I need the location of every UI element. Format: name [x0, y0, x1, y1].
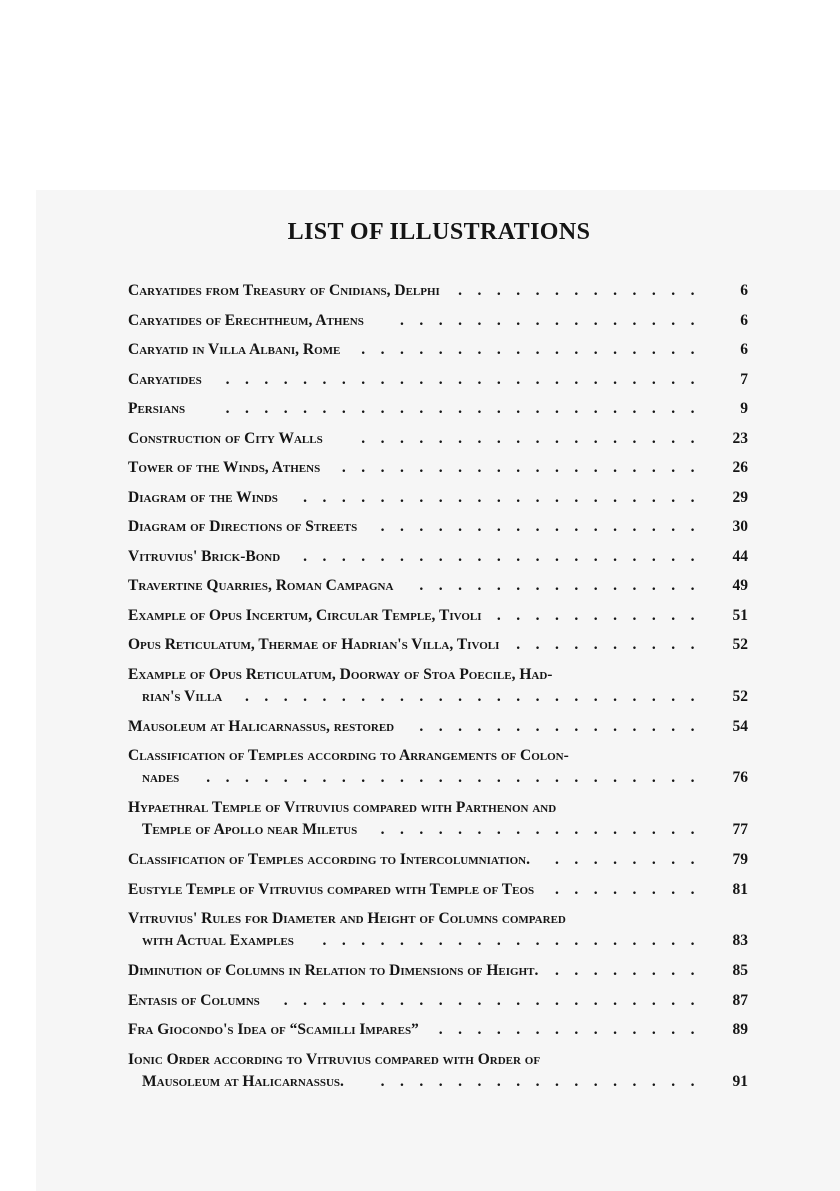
leader-dots: ..............	[438, 1021, 710, 1038]
list-item	[128, 339, 748, 361]
leader-dots: ........	[555, 962, 710, 979]
leader-dots: ..................	[361, 429, 710, 447]
page-number: 89	[732, 1021, 748, 1038]
list-item	[128, 546, 748, 568]
leader-dots: ......................	[283, 991, 710, 1009]
entry-title: Construction of City Walls	[128, 429, 323, 447]
list-item	[128, 487, 748, 509]
list-item	[128, 398, 748, 420]
list-item	[128, 428, 748, 450]
page-number: 54	[732, 717, 748, 735]
entry-title-continued: nades	[142, 769, 180, 786]
leader-dots: ....................	[322, 932, 710, 949]
leader-dots: .....................	[303, 488, 710, 506]
list-item	[128, 908, 748, 952]
page-number: 87	[732, 991, 748, 1009]
list-item	[128, 1049, 748, 1093]
entry-title: Ionic Order according to Vitruvius compared with Order of	[128, 1050, 541, 1068]
list-item	[128, 310, 748, 332]
entry-title: Caryatides from Treasury of Cnidians, Delphi	[128, 282, 440, 299]
leader-dots: .........................	[225, 370, 710, 388]
leader-dots: .....................	[303, 547, 710, 565]
leader-dots: ..........................	[206, 769, 710, 786]
leader-dots: ................	[400, 311, 710, 329]
leader-dots: ..........	[516, 636, 710, 653]
entry-title: Classification of Temples according to Arrangements of Colon-	[128, 747, 569, 764]
list-item	[128, 664, 748, 708]
list-item	[128, 575, 748, 597]
page-number: 85	[732, 962, 748, 979]
leader-dots: ...............	[419, 717, 710, 735]
entry-title: Caryatid in Villa Albani, Rome	[128, 341, 341, 358]
entry-title: Diminution of Columns in Relation to Dimensions of Height.	[128, 962, 539, 979]
entry-title: Entasis of Columns	[128, 991, 260, 1009]
leader-dots: .................	[380, 518, 710, 535]
list-item	[128, 280, 748, 302]
page-number: 79	[732, 851, 748, 868]
entry-title-continued: Mausoleum at Halicarnassus.	[142, 1072, 344, 1090]
leader-dots: ........................	[245, 687, 710, 705]
entry-title: Travertine Quarries, Roman Campagna	[128, 577, 394, 594]
entry-title: Hypaethral Temple of Vitruvius compared with Parthenon and	[128, 799, 557, 816]
entry-title: Diagram of Directions of Streets	[128, 518, 358, 535]
page-number: 76	[732, 769, 748, 786]
page-number: 29	[732, 488, 748, 506]
entry-title-continued: with Actual Examples	[142, 932, 294, 949]
leader-dots: ........	[555, 851, 710, 868]
list-item	[128, 797, 748, 841]
page-number: 30	[732, 518, 748, 535]
entry-title-continued: rian's Villa	[142, 687, 223, 705]
entry-title: Example of Opus Reticulatum, Doorway of Stoa Poecile, Had-	[128, 665, 553, 683]
leader-dots: ...............	[419, 577, 710, 594]
page-number: 9	[740, 400, 748, 417]
page-number: 6	[740, 282, 748, 299]
page-number: 52	[732, 636, 748, 653]
page-title: LIST OF ILLUSTRATIONS	[287, 219, 591, 245]
leader-dots: ...........	[496, 606, 710, 624]
list-item	[128, 745, 748, 789]
entry-title: Diagram of the Winds	[128, 488, 278, 506]
entry-title: Mausoleum at Halicarnassus, restored	[128, 717, 395, 735]
entry-title: Persians	[128, 400, 186, 417]
entry-title: Example of Opus Incertum, Circular Temple, Tivoli	[128, 606, 482, 624]
entry-title: Eustyle Temple of Vitruvius compared with Temple of Teos	[128, 880, 535, 898]
page-number: 7	[740, 370, 748, 388]
leader-dots: ........	[555, 880, 710, 898]
leader-dots: .................	[380, 1072, 710, 1090]
leader-dots: .............	[458, 282, 710, 299]
entry-title: Classification of Temples according to Intercolumniation.	[128, 851, 530, 868]
entry-title: Fra Giocondo's Idea of “Scamilli Impares”	[128, 1021, 419, 1038]
list-item	[128, 990, 748, 1012]
list-item	[128, 716, 748, 738]
page-number: 44	[732, 547, 748, 565]
list-item	[128, 849, 748, 871]
page-number: 77	[732, 821, 748, 838]
list-item	[128, 605, 748, 627]
entry-title-continued: Temple of Apollo near Miletus	[142, 821, 358, 838]
page-number: 51	[732, 606, 748, 624]
entry-title: Vitruvius' Brick-Bond	[128, 547, 281, 565]
entry-title: Caryatides of Erechtheum, Athens	[128, 311, 364, 329]
list-item	[128, 960, 748, 982]
page-number: 23	[732, 429, 748, 447]
page-number: 83	[732, 932, 748, 949]
entry-title: Vitruvius' Rules for Diameter and Height of Columns compared	[128, 910, 566, 927]
page-number: 6	[740, 311, 748, 329]
entry-title: Opus Reticulatum, Thermae of Hadrian's Villa, Tivoli	[128, 636, 500, 653]
list-item	[128, 1019, 748, 1041]
page-number: 52	[732, 687, 748, 705]
list-item	[128, 634, 748, 656]
list-item	[128, 369, 748, 391]
leader-dots: ..................	[361, 341, 710, 358]
entry-title: Caryatides	[128, 370, 202, 388]
leader-dots: ...................	[341, 459, 710, 476]
page-number: 49	[732, 577, 748, 594]
list-item	[128, 516, 748, 538]
page-number: 26	[732, 459, 748, 476]
page-number: 81	[732, 880, 748, 898]
list-item	[128, 879, 748, 901]
list-item	[128, 457, 748, 479]
leader-dots: .................	[380, 821, 710, 838]
leader-dots: .........................	[225, 400, 710, 417]
page-number: 91	[732, 1072, 748, 1090]
entry-title: Tower of the Winds, Athens	[128, 459, 321, 476]
page-number: 6	[740, 341, 748, 358]
